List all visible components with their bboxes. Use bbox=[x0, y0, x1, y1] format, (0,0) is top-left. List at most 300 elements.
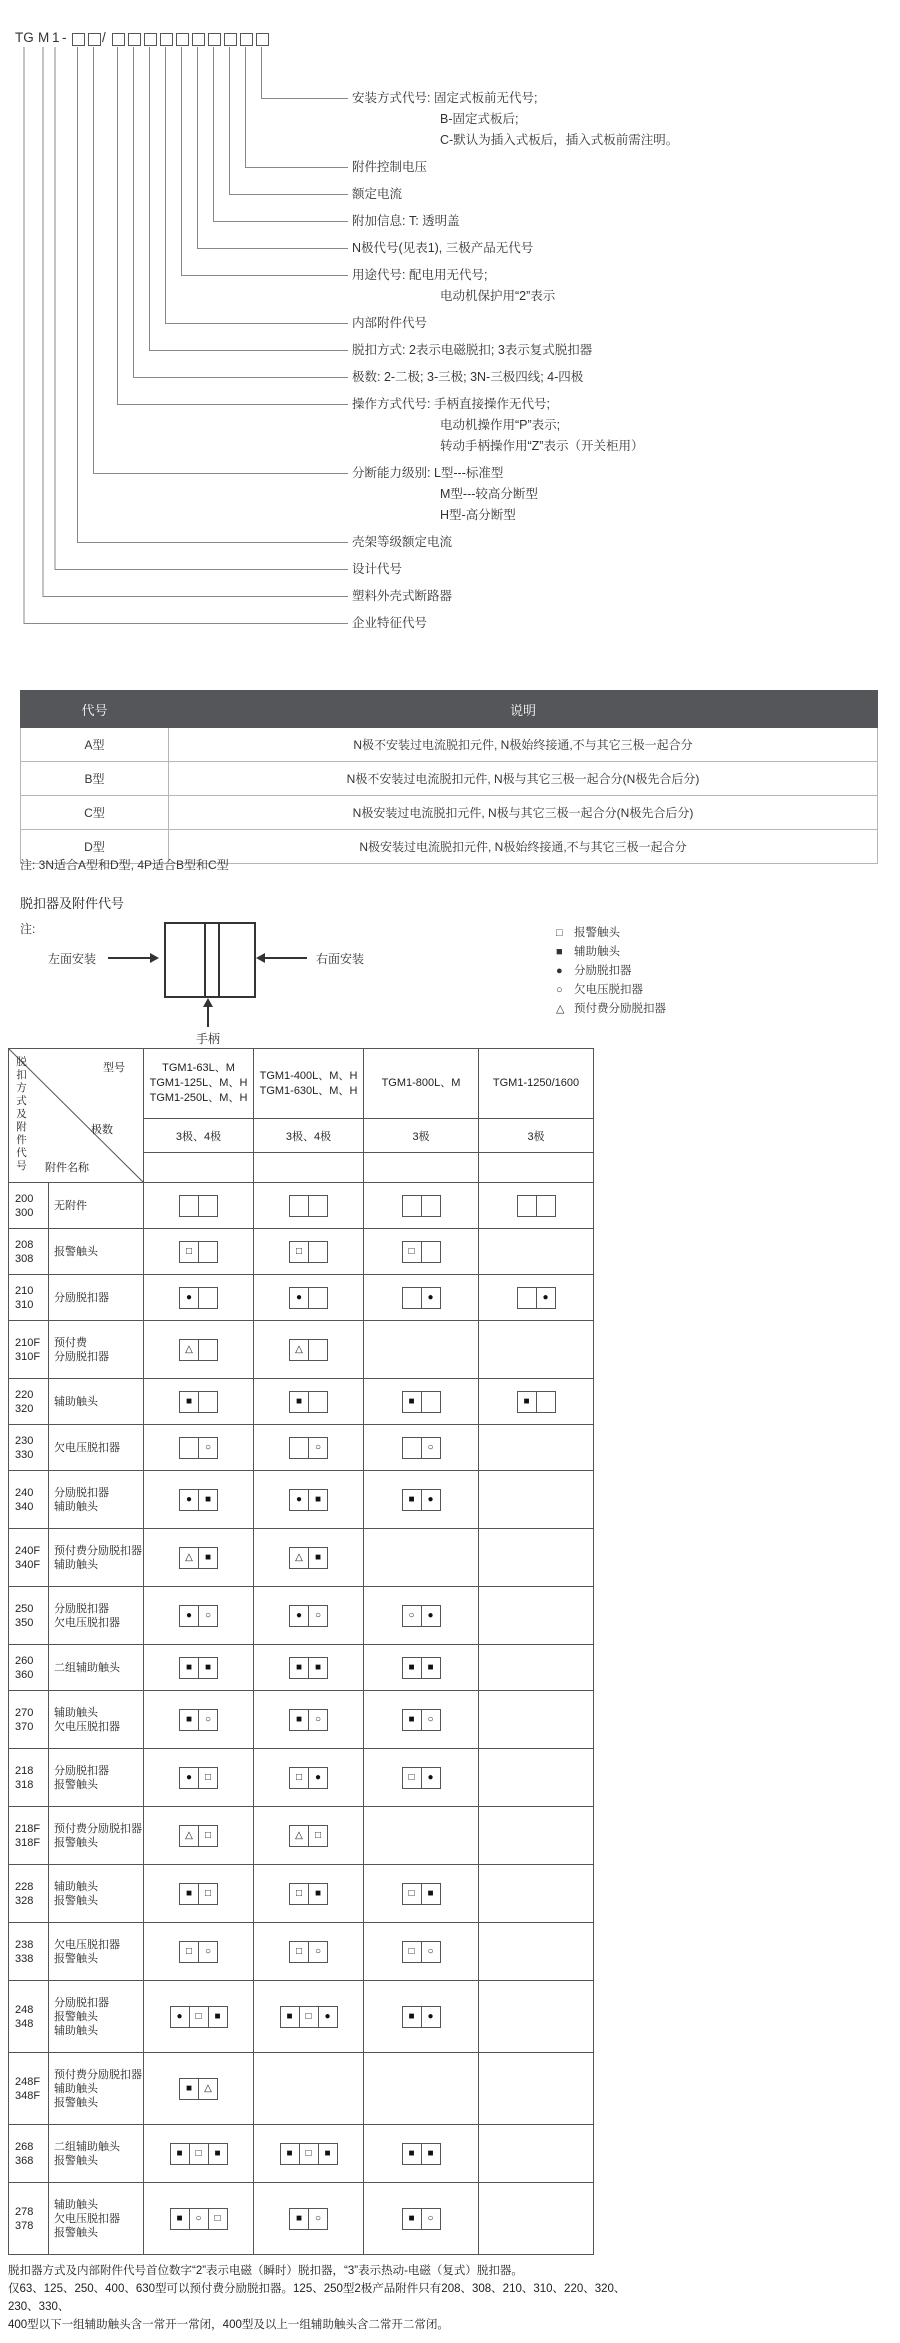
compartment bbox=[199, 1195, 218, 1217]
acc-symbol-cell bbox=[144, 1645, 254, 1691]
compartment: □ bbox=[289, 1241, 309, 1263]
compartment: △ bbox=[179, 1339, 199, 1361]
acc-name-line: 报警触头 bbox=[54, 2010, 98, 2023]
accessory-box bbox=[289, 1437, 328, 1459]
model-name: TGM1-250L、M、H bbox=[149, 1092, 248, 1104]
compartment: ■ bbox=[209, 2143, 228, 2165]
code-box bbox=[256, 33, 269, 46]
acc-symbol-cell bbox=[144, 1923, 254, 1981]
npole-desc-cell: N极安装过电流脱扣元件, N极与其它三极一起合分(N极先合后分) bbox=[169, 796, 878, 830]
compartment: ○ bbox=[422, 1709, 441, 1731]
acc-row bbox=[9, 1529, 594, 1587]
accessory-box bbox=[402, 1437, 441, 1459]
accessory-box bbox=[402, 2143, 441, 2165]
compartment: ● bbox=[319, 2006, 338, 2028]
acc-blank-header-cell bbox=[479, 1153, 594, 1183]
acc-body bbox=[9, 1049, 594, 2255]
acc-name-line: 辅助触头 bbox=[54, 1558, 98, 1571]
legend-item bbox=[556, 1000, 666, 1019]
acc-code: 228 bbox=[15, 1880, 34, 1893]
npole-desc-cell: N极安装过电流脱扣元件, N极始终接通,不与其它三极一起合分 bbox=[169, 830, 878, 864]
acc-name-line: 辅助触头 bbox=[54, 2024, 98, 2037]
acc-code: 218F bbox=[15, 1822, 41, 1835]
acc-code: 348F bbox=[15, 2089, 41, 2102]
compartment bbox=[309, 1241, 328, 1263]
compartment: ■ bbox=[280, 2006, 300, 2028]
acc-code-cell bbox=[9, 1471, 49, 1529]
compartment: □ bbox=[289, 1767, 309, 1789]
acc-code-cell bbox=[9, 1691, 49, 1749]
compartment: ○ bbox=[422, 1941, 441, 1963]
acc-row bbox=[9, 2053, 594, 2125]
legend-label: 辅助触头 bbox=[574, 946, 620, 958]
accessory-box bbox=[179, 1489, 218, 1511]
compartment: ● bbox=[422, 1489, 441, 1511]
acc-pole-cell: 3极 bbox=[364, 1119, 479, 1153]
breaker-outline bbox=[164, 922, 256, 998]
legend-symbol-icon: ○ bbox=[556, 984, 563, 996]
acc-code: 250 bbox=[15, 1602, 34, 1615]
acc-name-line: 预付费分励脱扣器 bbox=[54, 1544, 142, 1557]
right-arrow-line bbox=[265, 957, 307, 959]
acc-symbol-cell bbox=[479, 1691, 594, 1749]
acc-symbol-cell bbox=[254, 1321, 364, 1379]
acc-code-cell bbox=[9, 1183, 49, 1229]
acc-name-line: 分励脱扣器 bbox=[54, 1602, 109, 1615]
acc-symbol-cell bbox=[254, 2125, 364, 2183]
acc-name-line: 欠电压脱扣器 bbox=[54, 1938, 120, 1951]
model-name: TGM1-125L、M、H bbox=[149, 1077, 248, 1089]
acc-code: 330 bbox=[15, 1448, 34, 1461]
accessory-box bbox=[289, 1657, 328, 1679]
acc-symbol-cell bbox=[364, 1645, 479, 1691]
acc-code-cell bbox=[9, 1229, 49, 1275]
compartment: ● bbox=[422, 2006, 441, 2028]
footnote-line: 仅63、125、250、400、630型可以预付费分励脱扣器。125、250型2极产品附件只有208、308、210、310、220、320、 bbox=[8, 2283, 626, 2295]
npole-row bbox=[21, 796, 878, 830]
acc-row bbox=[9, 1471, 594, 1529]
acc-symbol-cell bbox=[254, 1645, 364, 1691]
compartment: ■ bbox=[199, 1547, 218, 1569]
compartment: ● bbox=[422, 1605, 441, 1627]
acc-row bbox=[9, 1981, 594, 2053]
acc-symbol-cell bbox=[479, 2125, 594, 2183]
accessory-box bbox=[402, 2006, 441, 2028]
acc-symbol-cell bbox=[254, 1471, 364, 1529]
acc-symbol-cell bbox=[479, 1645, 594, 1691]
npole-note: 注: 3N适合A型和D型, 4P适合B型和C型 bbox=[20, 858, 229, 872]
acc-name-line: 无附件 bbox=[54, 1199, 87, 1212]
leader-line bbox=[246, 47, 349, 168]
acc-name-line: 预付费分励脱扣器 bbox=[54, 1822, 142, 1835]
acc-row bbox=[9, 1321, 594, 1379]
acc-name-cell bbox=[49, 1691, 144, 1749]
acc-name-line: 分励脱扣器 bbox=[54, 1291, 109, 1304]
diagram-label bbox=[352, 586, 452, 607]
acc-code: 310F bbox=[15, 1350, 41, 1363]
acc-symbol-cell bbox=[479, 1321, 594, 1379]
compartment: ■ bbox=[209, 2006, 228, 2028]
acc-name-line: 分励脱扣器 bbox=[54, 1350, 109, 1363]
right-mount-label: 右面安装 bbox=[316, 952, 365, 966]
acc-symbol-cell bbox=[364, 1471, 479, 1529]
pole-axis-label: 极数 bbox=[91, 1124, 113, 1136]
npole-code-cell: C型 bbox=[21, 796, 169, 830]
acc-name-line: 辅助触头 bbox=[54, 1706, 98, 1719]
acc-code: 278 bbox=[15, 2205, 34, 2218]
acc-code: 370 bbox=[15, 1720, 34, 1733]
acc-name-line: 欠电压脱扣器 bbox=[54, 2212, 120, 2225]
acc-code: 210F bbox=[15, 1336, 41, 1349]
acc-symbol-cell bbox=[364, 1587, 479, 1645]
leader-line bbox=[166, 47, 349, 324]
diagram-label-line: 内部附件代号 bbox=[352, 316, 428, 330]
legend-label: 欠电压脱扣器 bbox=[574, 984, 643, 996]
compartment: ○ bbox=[309, 2208, 328, 2230]
acc-row bbox=[9, 1749, 594, 1807]
acc-symbol-cell bbox=[479, 1807, 594, 1865]
accessory-box bbox=[402, 2208, 441, 2230]
diagram-label-line: C-默认为插入式板后，插入式板前需注明。 bbox=[440, 133, 679, 147]
compartment: ■ bbox=[199, 1489, 218, 1511]
model-axis-label: 型号 bbox=[103, 1062, 125, 1074]
footnote-line: 脱扣器方式及内部附件代号首位数字“2”表示电磁（瞬时）脱扣器，“3”表示热动-电磁（复式）脱扣器。 bbox=[8, 2265, 523, 2277]
diagram-label-line: 塑料外壳式断路器 bbox=[352, 589, 453, 603]
accessory-box bbox=[402, 1241, 441, 1263]
acc-code-cell bbox=[9, 1807, 49, 1865]
left-arrow-line bbox=[108, 957, 150, 959]
acc-model-cell bbox=[364, 1049, 479, 1119]
compartment bbox=[309, 1339, 328, 1361]
acc-pole-cell: 3极 bbox=[479, 1119, 594, 1153]
acc-symbol-cell bbox=[364, 1321, 479, 1379]
compartment bbox=[309, 1287, 328, 1309]
acc-row bbox=[9, 1691, 594, 1749]
handle-line bbox=[207, 1007, 209, 1027]
diagram-label bbox=[352, 559, 402, 580]
compartment bbox=[199, 1287, 218, 1309]
code-char: M bbox=[38, 30, 50, 45]
compartment bbox=[537, 1391, 556, 1413]
diagram-label bbox=[352, 340, 592, 361]
code-box bbox=[176, 33, 189, 46]
accessory-box bbox=[289, 2208, 328, 2230]
compartment: ● bbox=[170, 2006, 190, 2028]
acc-symbol-cell bbox=[254, 1865, 364, 1923]
npole-header-code: 代号 bbox=[21, 691, 169, 728]
leader-line bbox=[24, 47, 348, 624]
acc-name-cell bbox=[49, 1229, 144, 1275]
compartment: ○ bbox=[199, 1605, 218, 1627]
accessory-box bbox=[179, 1547, 218, 1569]
compartment: □ bbox=[199, 1767, 218, 1789]
acc-code: 260 bbox=[15, 1654, 34, 1667]
acc-symbol-cell bbox=[479, 1379, 594, 1425]
acc-name-line: 报警触头 bbox=[54, 1836, 98, 1849]
accessory-box bbox=[289, 1605, 328, 1627]
compartment: ■ bbox=[422, 2143, 441, 2165]
legend bbox=[556, 924, 666, 1019]
compartment bbox=[422, 1241, 441, 1263]
acc-name-cell bbox=[49, 1865, 144, 1923]
acc-symbol-cell bbox=[144, 1865, 254, 1923]
acc-symbol-cell bbox=[364, 1425, 479, 1471]
compartment bbox=[179, 1437, 199, 1459]
model-name: TGM1-630L、M、H bbox=[259, 1084, 358, 1097]
accessory-box bbox=[170, 2143, 228, 2165]
acc-code: 318 bbox=[15, 1778, 34, 1791]
acc-symbol-cell bbox=[254, 1529, 364, 1587]
model-name: TGM1-400L、M、H bbox=[259, 1069, 358, 1082]
compartment: □ bbox=[179, 1241, 199, 1263]
diagram-label-line: 额定电流 bbox=[352, 187, 403, 201]
acc-name-line: 报警触头 bbox=[54, 1952, 98, 1965]
acc-symbol-cell bbox=[144, 1471, 254, 1529]
compartment bbox=[402, 1195, 422, 1217]
accessory-box bbox=[170, 2006, 228, 2028]
code-box bbox=[72, 33, 85, 46]
compartment: △ bbox=[179, 1547, 199, 1569]
compartment: ■ bbox=[179, 1391, 199, 1413]
code-box bbox=[224, 33, 237, 46]
acc-name-cell bbox=[49, 1749, 144, 1807]
compartment bbox=[199, 1391, 218, 1413]
acc-code: 368 bbox=[15, 2154, 34, 2167]
compartment: △ bbox=[179, 1825, 199, 1847]
compartment: ■ bbox=[422, 1657, 441, 1679]
acc-row bbox=[9, 1425, 594, 1471]
acc-name-line: 报警触头 bbox=[54, 2154, 98, 2167]
compartment: □ bbox=[190, 2143, 209, 2165]
compartment: □ bbox=[179, 1941, 199, 1963]
compartment: ■ bbox=[280, 2143, 300, 2165]
code-box bbox=[192, 33, 205, 46]
code-box bbox=[128, 33, 141, 46]
compartment: □ bbox=[190, 2006, 209, 2028]
legend-symbol-icon: △ bbox=[556, 1003, 565, 1015]
acc-code: 238 bbox=[15, 1938, 34, 1951]
diagram-label-line: 附件控制电压 bbox=[352, 160, 428, 174]
acc-symbol-cell bbox=[144, 1321, 254, 1379]
acc-symbol-cell bbox=[144, 2053, 254, 2125]
acc-code: 348 bbox=[15, 2017, 34, 2030]
acc-symbol-cell bbox=[364, 1923, 479, 1981]
code-box bbox=[88, 33, 101, 46]
acc-symbol-cell bbox=[254, 2183, 364, 2255]
acc-code: 208 bbox=[15, 1238, 34, 1251]
npole-code-cell: D型 bbox=[21, 830, 169, 864]
code-box bbox=[112, 33, 125, 46]
accessory-box bbox=[289, 1489, 328, 1511]
compartment: ● bbox=[289, 1489, 309, 1511]
acc-code-cell bbox=[9, 2053, 49, 2125]
acc-name-line: 欠电压脱扣器 bbox=[54, 1441, 120, 1454]
accessory-box bbox=[402, 1657, 441, 1679]
acc-symbol-cell bbox=[144, 1229, 254, 1275]
compartment: ■ bbox=[422, 1883, 441, 1905]
acc-name-line: 辅助触头 bbox=[54, 2082, 98, 2095]
acc-code: 240 bbox=[15, 1486, 34, 1499]
accessory-box bbox=[280, 2143, 338, 2165]
accessory-box bbox=[289, 1287, 328, 1309]
acc-symbol-cell bbox=[254, 1807, 364, 1865]
acc-code: 350 bbox=[15, 1616, 34, 1629]
acc-code-cell bbox=[9, 1981, 49, 2053]
accessory-box bbox=[289, 1767, 328, 1789]
legend-label: 分励脱扣器 bbox=[574, 965, 632, 977]
acc-name-line: 欠电压脱扣器 bbox=[54, 1616, 120, 1629]
acc-name-line: 欠电压脱扣器 bbox=[54, 1720, 120, 1733]
npole-desc-cell: N极不安装过电流脱扣元件, N极始终接通,不与其它三极一起合分 bbox=[169, 728, 878, 762]
acc-blank-header-cell bbox=[144, 1153, 254, 1183]
compartment: ■ bbox=[289, 1709, 309, 1731]
compartment: ■ bbox=[309, 1489, 328, 1511]
acc-symbol-cell bbox=[254, 1275, 364, 1321]
acc-code-cell bbox=[9, 1587, 49, 1645]
right-arrow-icon bbox=[150, 953, 159, 963]
acc-code: 220 bbox=[15, 1388, 34, 1401]
compartment bbox=[537, 1195, 556, 1217]
legend-item bbox=[556, 924, 666, 943]
compartment bbox=[199, 1241, 218, 1263]
up-arrow-icon bbox=[203, 998, 213, 1007]
compartment: ○ bbox=[402, 1605, 422, 1627]
acc-symbol-cell bbox=[364, 1275, 479, 1321]
section-note-label: 注: bbox=[20, 922, 36, 936]
accessory-box bbox=[402, 1605, 441, 1627]
compartment: ○ bbox=[190, 2208, 209, 2230]
npole-desc-cell: N极不安装过电流脱扣元件, N极与其它三极一起合分(N极先合后分) bbox=[169, 762, 878, 796]
accessory-box bbox=[179, 1241, 218, 1263]
compartment: ● bbox=[179, 1605, 199, 1627]
diagram-label-line: B-固定式板后; bbox=[440, 112, 519, 126]
acc-code-cell bbox=[9, 2125, 49, 2183]
compartment bbox=[289, 1437, 309, 1459]
compartment: □ bbox=[402, 1241, 422, 1263]
acc-symbol-cell bbox=[254, 1587, 364, 1645]
accessory-box bbox=[179, 1391, 218, 1413]
npole-header-desc: 说明 bbox=[169, 691, 878, 728]
compartment: □ bbox=[402, 1767, 422, 1789]
leader-line bbox=[182, 47, 349, 276]
acc-name-line: 报警触头 bbox=[54, 2226, 98, 2239]
accessory-box bbox=[289, 1391, 328, 1413]
accessory-box bbox=[179, 1287, 218, 1309]
acc-code: 268 bbox=[15, 2140, 34, 2153]
acc-name-cell bbox=[49, 1587, 144, 1645]
acc-code: 340 bbox=[15, 1500, 34, 1513]
compartment: ● bbox=[179, 1287, 199, 1309]
acc-symbol-cell bbox=[364, 1229, 479, 1275]
accessory-box bbox=[402, 1941, 441, 1963]
accessory-box bbox=[280, 2006, 338, 2028]
acc-symbol-cell bbox=[479, 1587, 594, 1645]
acc-name-line: 分励脱扣器 bbox=[54, 1996, 109, 2009]
diagram-label bbox=[352, 184, 402, 205]
acc-code-cell bbox=[9, 1321, 49, 1379]
compartment: ■ bbox=[402, 1391, 422, 1413]
acc-name-line: 分励脱扣器 bbox=[54, 1486, 109, 1499]
compartment bbox=[517, 1195, 537, 1217]
acc-model-cell bbox=[479, 1049, 594, 1119]
legend-item bbox=[556, 943, 666, 962]
compartment: ■ bbox=[179, 1657, 199, 1679]
acc-name-cell bbox=[49, 2125, 144, 2183]
acc-code-cell bbox=[9, 1749, 49, 1807]
compartment: ● bbox=[422, 1767, 441, 1789]
acc-code: 218 bbox=[15, 1764, 34, 1777]
acc-row bbox=[9, 1229, 594, 1275]
npole-row bbox=[21, 728, 878, 762]
accessory-box bbox=[402, 1883, 441, 1905]
diagram-label-line: 电动机操作用“P”表示; bbox=[440, 418, 561, 432]
diagram-label bbox=[352, 532, 452, 553]
compartment: ● bbox=[179, 1767, 199, 1789]
diagram-label bbox=[352, 367, 583, 388]
acc-code-cell bbox=[9, 1865, 49, 1923]
compartment: ○ bbox=[199, 1437, 218, 1459]
acc-code: 318F bbox=[15, 1836, 41, 1849]
leader-line bbox=[198, 47, 349, 249]
acc-symbol-cell bbox=[364, 1691, 479, 1749]
compartment: △ bbox=[289, 1339, 309, 1361]
diagram-label-line: 脱扣方式: 2表示电磁脱扣; 3表示复式脱扣器 bbox=[352, 343, 593, 357]
compartment: ○ bbox=[422, 2208, 441, 2230]
handle-slot bbox=[204, 922, 220, 998]
compartment: □ bbox=[309, 1825, 328, 1847]
acc-symbol-cell bbox=[144, 1749, 254, 1807]
diagram-label bbox=[352, 157, 427, 178]
acc-name-cell bbox=[49, 1275, 144, 1321]
acc-code: 240F bbox=[15, 1544, 41, 1557]
compartment: ● bbox=[309, 1767, 328, 1789]
compartment bbox=[289, 1195, 309, 1217]
acc-name-cell bbox=[49, 1183, 144, 1229]
leader-line bbox=[94, 47, 349, 474]
acc-name-cell bbox=[49, 1471, 144, 1529]
compartment: ■ bbox=[517, 1391, 537, 1413]
compartment: ○ bbox=[199, 1709, 218, 1731]
compartment: ■ bbox=[402, 2208, 422, 2230]
acc-name-line: 报警触头 bbox=[54, 1894, 98, 1907]
compartment: ○ bbox=[309, 1437, 328, 1459]
acc-name-line: 二组辅助触头 bbox=[54, 2140, 120, 2153]
acc-symbol-cell bbox=[144, 1691, 254, 1749]
accessory-box bbox=[179, 1605, 218, 1627]
acc-code: 310 bbox=[15, 1298, 34, 1311]
acc-corner-cell bbox=[9, 1049, 144, 1183]
diagram-label-line: 壳架等级额定电流 bbox=[352, 535, 453, 549]
leader-line bbox=[150, 47, 349, 351]
acc-row bbox=[9, 1807, 594, 1865]
left-mount-label: 左面安装 bbox=[48, 952, 97, 966]
compartment: □ bbox=[209, 2208, 228, 2230]
diagram-label-line: 用途代号: 配电用无代号; bbox=[352, 268, 488, 282]
diagram-label-line: 企业特征代号 bbox=[352, 616, 428, 630]
compartment bbox=[309, 1195, 328, 1217]
acc-code-cell bbox=[9, 2183, 49, 2255]
acc-symbol-cell bbox=[144, 1529, 254, 1587]
acc-symbol-cell bbox=[144, 1587, 254, 1645]
accessory-box bbox=[517, 1391, 556, 1413]
acc-symbol-cell bbox=[254, 1183, 364, 1229]
code-char: 1 bbox=[52, 30, 60, 45]
compartment: □ bbox=[300, 2143, 319, 2165]
acc-code: 270 bbox=[15, 1706, 34, 1719]
accessory-box bbox=[289, 1825, 328, 1847]
acc-name-line: 预付费分励脱扣器 bbox=[54, 2068, 142, 2081]
diagram-label bbox=[352, 211, 460, 232]
